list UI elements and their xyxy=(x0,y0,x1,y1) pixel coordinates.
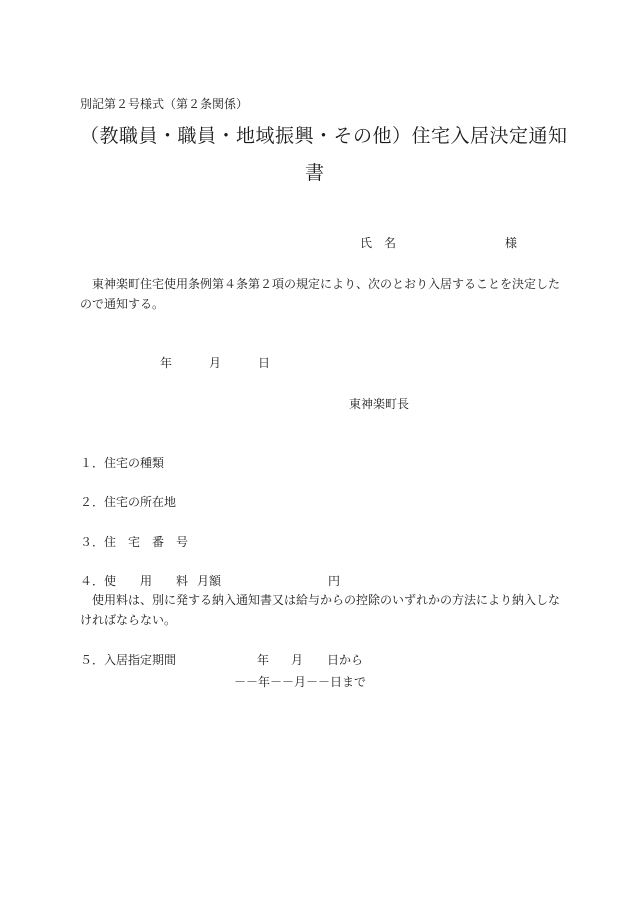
item-housing-number: ３．住 宅 番 号 xyxy=(80,535,189,549)
item-housing-location: ２．住宅の所在地 xyxy=(80,495,177,509)
date-day: 日 xyxy=(258,356,271,370)
recipient-honorific: 様 xyxy=(505,236,518,250)
date-month: 月 xyxy=(209,356,222,370)
document-title-line2: 書 xyxy=(305,162,325,184)
usage-fee-monthly: 月額 xyxy=(197,574,222,588)
body-paragraph: 東神楽町住宅使用条例第４条第２項の規定により、次のとおり入居することを決定したので通知する。 xyxy=(80,277,561,311)
issuer-name: 東神楽町長 xyxy=(349,397,410,411)
occupancy-from-year: 年 xyxy=(257,653,270,667)
recipient-name-label: 氏 名 xyxy=(360,236,397,250)
occupancy-period-label: ５．入居指定期間 xyxy=(80,653,177,667)
occupancy-to-line: －－年－－月－－日まで xyxy=(234,675,367,689)
occupancy-from-day: 日から xyxy=(327,653,364,667)
document-title-line1: （教職員・職員・地域振興・その他）住宅入居決定通知 xyxy=(80,125,568,147)
usage-fee-label: ４．使 用 料 xyxy=(80,574,189,588)
usage-fee-yen: 円 xyxy=(328,574,341,588)
form-label: 別記第２号様式（第２条関係） xyxy=(80,97,249,111)
item-housing-type: １．住宅の種類 xyxy=(80,456,165,470)
occupancy-from-month: 月 xyxy=(291,653,304,667)
usage-fee-note: 使用料は、別に発する納入通知書又は給与からの控除のいずれかの方法により納入しなければならない。 xyxy=(80,593,561,627)
date-year: 年 xyxy=(160,356,173,370)
